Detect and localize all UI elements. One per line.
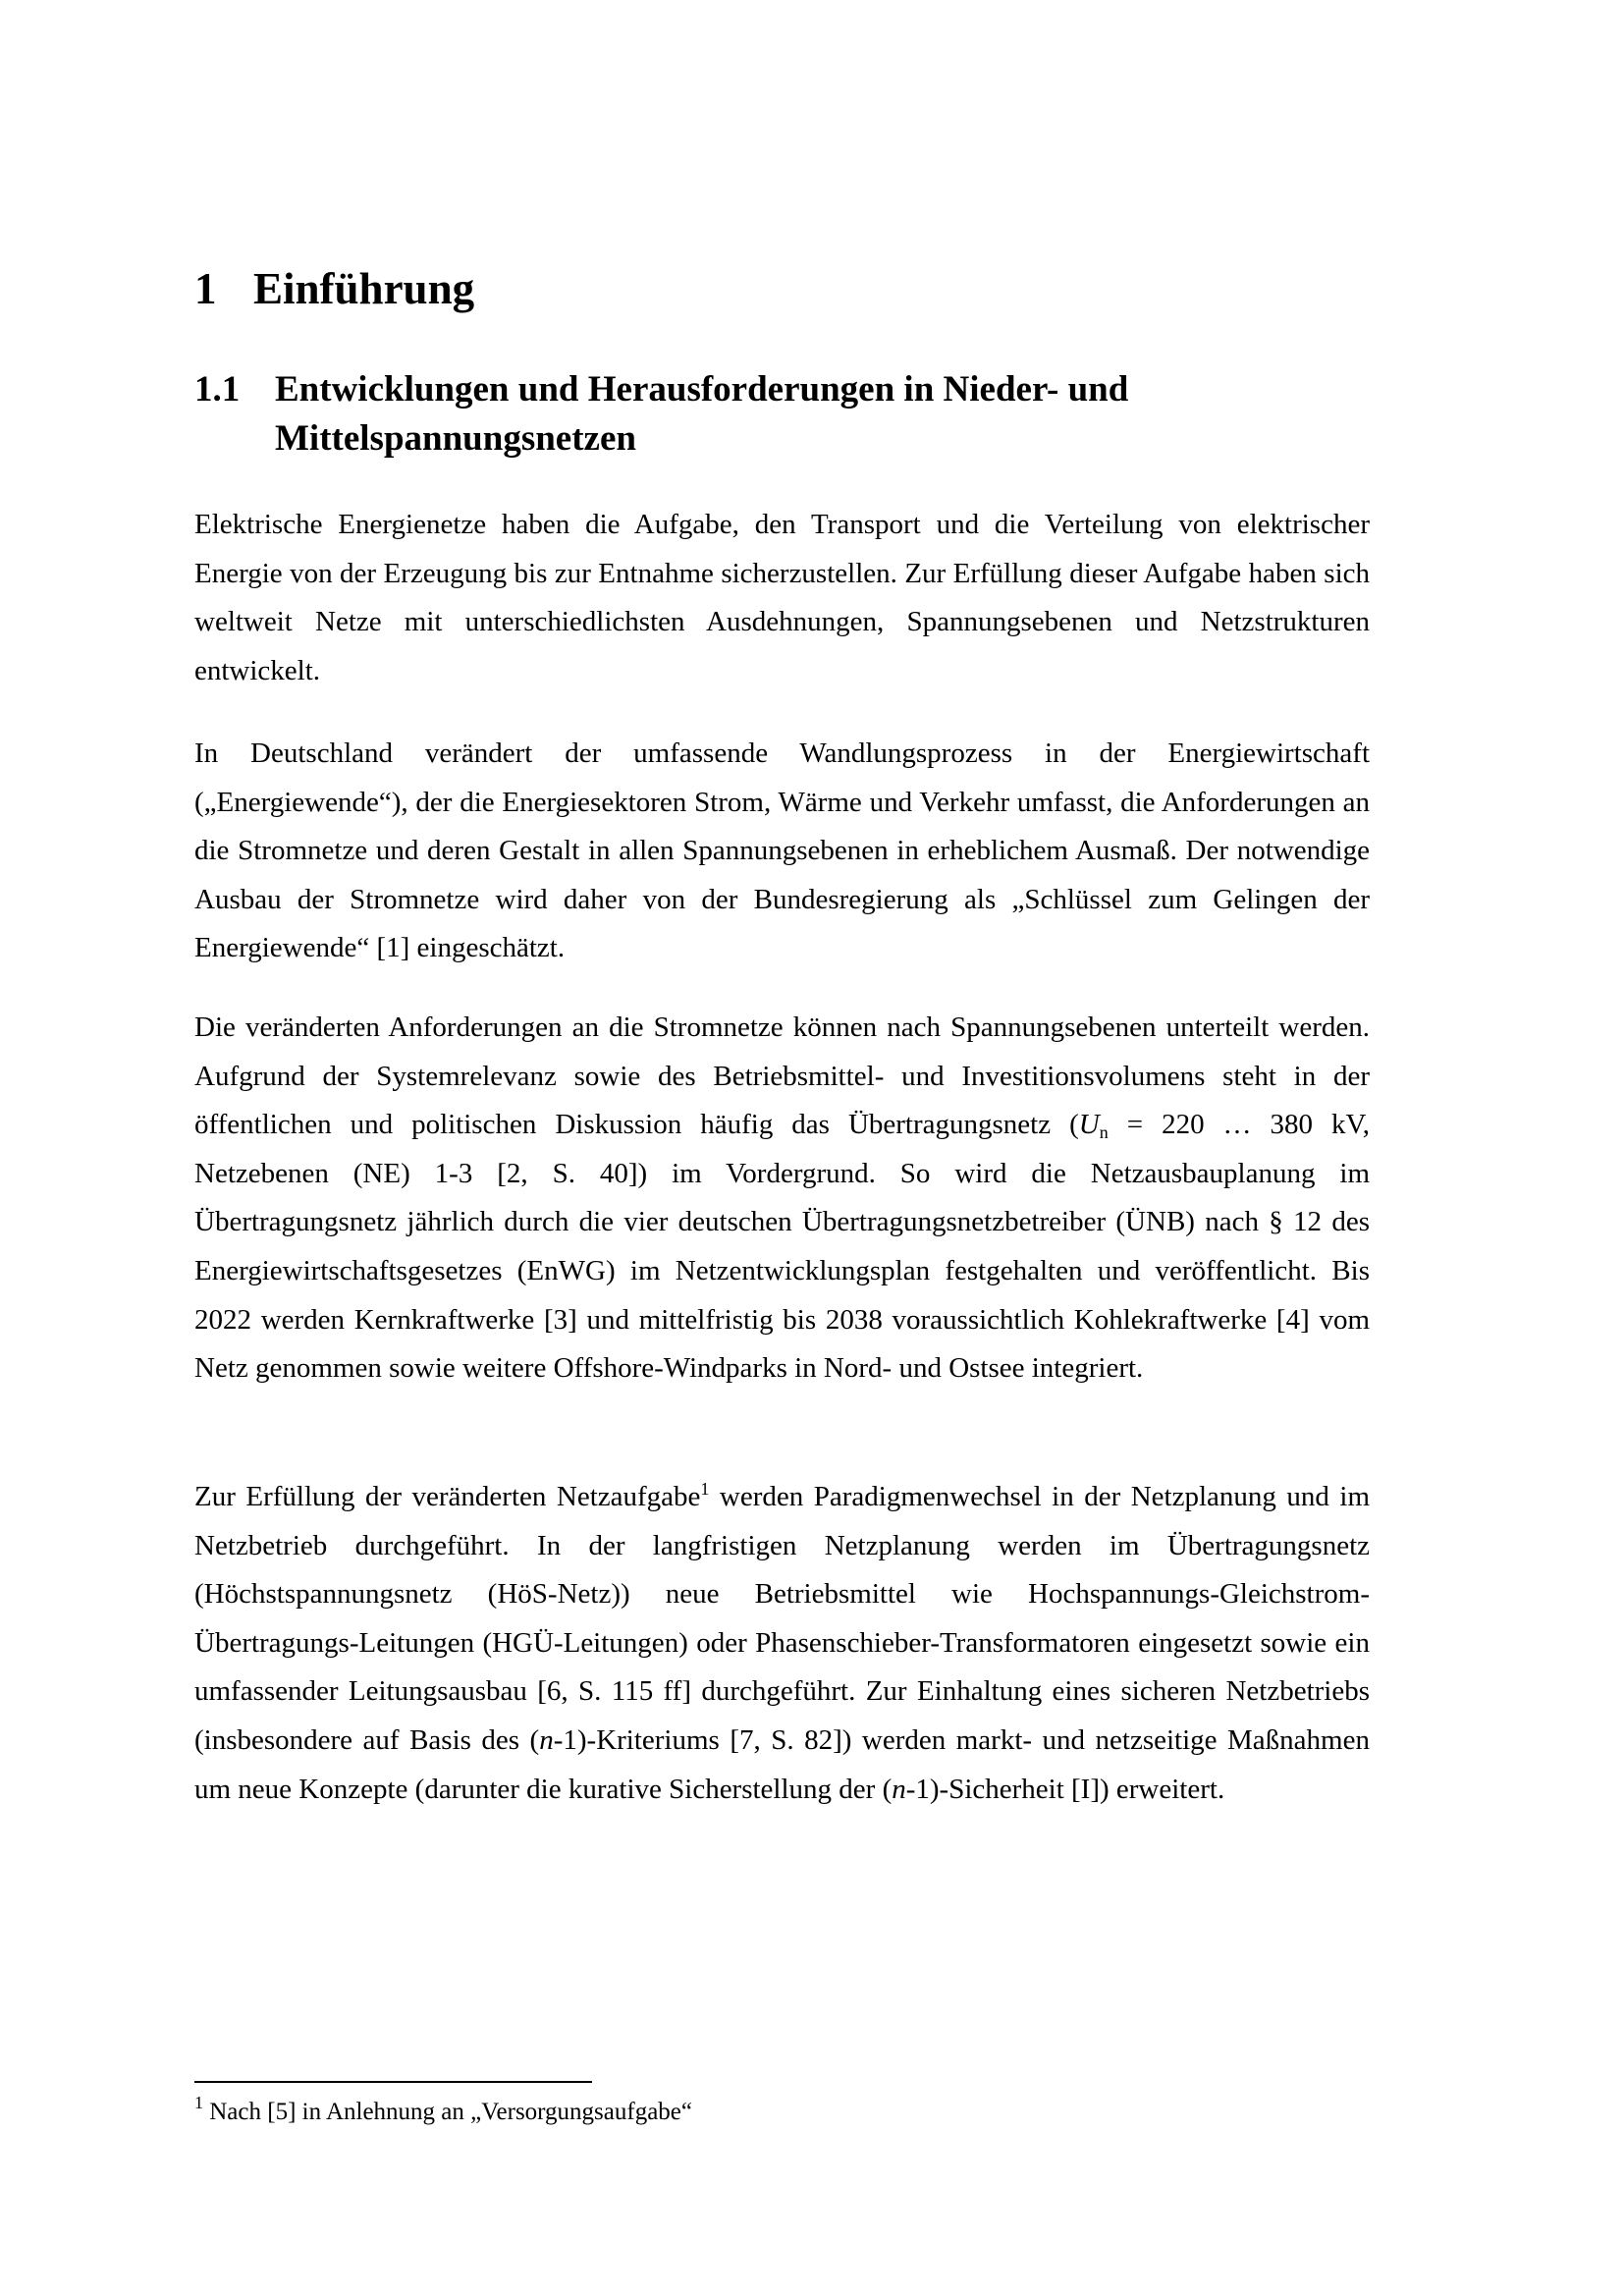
paragraph-4 bbox=[194, 1473, 1370, 1814]
section-title: Entwicklungen und Herausforderungen in Nieder- und Mittelspannungsnetzen bbox=[275, 369, 1129, 459]
section-number: 1.1 bbox=[194, 369, 241, 410]
paragraph-4-text-a: Zur Erfüllung der veränderten Netzaufgabe bbox=[194, 1481, 701, 1512]
paragraph-3-text-a: Die veränderten Anforderungen an die Stromnetze können nach Spannungsebenen unterteilt werden. Aufgrund der Systemrelevanz sowie des Betriebsmittel- und Investitionsvolumens steht in der öffentlichen und politischen Diskussion häufig das Übertragungsnetz ( bbox=[194, 1011, 1370, 1141]
footnote-divider bbox=[194, 2081, 592, 2083]
paragraph-1: Elektrische Energienetze haben die Aufgabe, den Transport und die Verteilung von elektrischer Energie von der Erzeugung bis zur Entnahme sicherzustellen. Zur Erfüllung dieser Aufgabe haben sich weltweit Netze mit unterschiedlichsten Ausdehnungen, Spannungsebenen und Netzstrukturen entwickelt. bbox=[194, 509, 1370, 686]
voltage-symbol: U bbox=[1078, 1109, 1100, 1141]
footnote bbox=[194, 2095, 692, 2130]
n-symbol-2: n bbox=[892, 1773, 906, 1805]
chapter-number: 1 bbox=[194, 264, 217, 313]
n-symbol-1: n bbox=[539, 1723, 554, 1756]
footnote-reference[interactable]: 1 bbox=[700, 1479, 710, 1499]
paragraph-4-text-b: werden Paradigmenwechsel in der Netzplanung und im Netzbetrieb durchgeführt. In der langfristigen Netzplanung werden im Übertragungsnetz (Höchstspannungsnetz (HöS-Netz)) neue Betriebsmittel wie Hochspannungs-Gleichstrom-Übertragungs-Leitungen (HGÜ-Leitungen) oder Phasenschieber-Transformatoren eingesetzt sowie ein umfassender Leitungsausbau [6, S. 115 ff] durchgeführt. Zur Einhaltung eines sicheren Netzbetriebs (insbesondere auf Basis des ( bbox=[194, 1481, 1370, 1756]
footnote-number: 1 bbox=[194, 2093, 203, 2112]
paragraph-4-text-d: -1)-Sicherheit [I]) erweitert. bbox=[905, 1773, 1225, 1805]
paragraph-2: In Deutschland verändert der umfassende Wandlungsprozess in der Energiewirtschaft („Energiewende“), der die Energiesektoren Strom, Wärme und Verkehr umfasst, die Anforderungen an die Stromnetze und deren Gestalt in allen Spannungsebenen in erheblichem Ausmaß. Der notwendige Ausbau der Stromnetze wird daher von der Bundesregierung als „Schlüssel zum Gelingen der Energiewende“ [1] eingeschätzt. bbox=[194, 738, 1370, 964]
paragraph-4-text-c: -1)-Kriteriums [7, S. 82]) werden markt- und netzseitige Maßnahmen um neue Konzepte (darunter die kurative Sicherstellung der ( bbox=[194, 1723, 1370, 1805]
voltage-subscript: n bbox=[1099, 1122, 1109, 1143]
paragraph-3 bbox=[194, 1004, 1370, 1394]
chapter-title: Einführung bbox=[253, 264, 475, 313]
footnote-text: Nach [5] in Anlehnung an „Versorgungsaufgabe“ bbox=[203, 2099, 692, 2125]
paragraph-3-text-b: = 220 … 380 kV, Netzebenen (NE) 1-3 [2, S. 40]) im Vordergrund. So wird die Netzausbauplanung im Übertragungsnetz jährlich durch die vier deutschen Übertragungsnetzbetreiber (ÜNB) nach § 12 des Energiewirtschaftsgesetzes (EnWG) im Netzentwicklungsplan festgehalten und veröffentlicht. Bis 2022 werden Kernkraftwerke [3] und mittelfristig bis 2038 voraussichtlich Kohlekraftwerke [4] vom Netz genommen sowie weitere Offshore-Windparks in Nord- und Ostsee integriert. bbox=[194, 1109, 1371, 1385]
chapter-heading bbox=[194, 257, 474, 320]
